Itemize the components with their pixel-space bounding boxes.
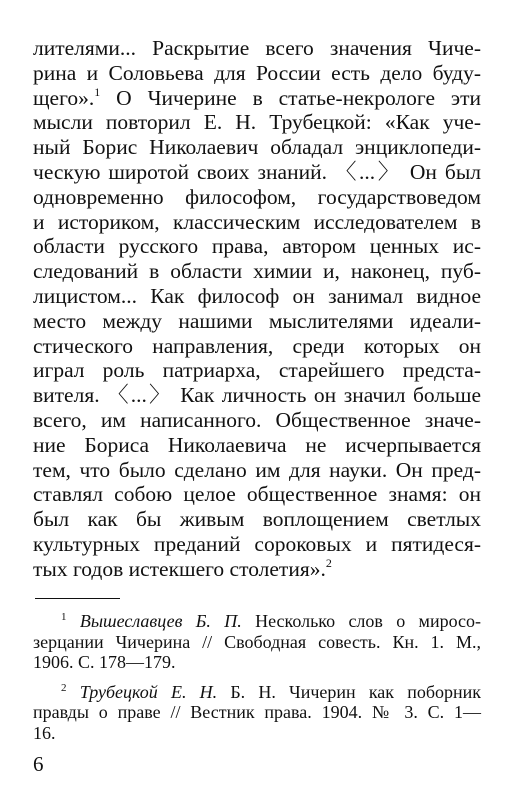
text-line: стического направления, среди которых он [33,333,481,358]
footnote-1-line: 1906. С. 178—179. [33,652,176,672]
footnote-number: 1 [61,611,67,623]
text-line: и историком, классическим исследователем в [33,209,481,234]
text-line: следований в области химии и, наконец, пуб- [33,259,481,284]
footnote-1-line [33,611,481,632]
page-number: 6 [33,752,44,776]
footnote-text: Б. Н. Чичерин как поборник [217,681,482,702]
text-line: вителя. 〈...〉 Как личность он значил больше [33,383,481,408]
text-line: был как бы живым воплощением светлых [33,507,481,532]
main-text [33,36,481,582]
footnote-2-line: 16. [33,722,56,743]
footnote-ref-2: 2 [325,555,332,570]
text-line: одновременно философом, государствоведом [33,184,481,209]
text-line: всего, им написанного. Общественное значе- [33,407,481,432]
footnote-text: Несколько слов о миросо- [241,611,482,631]
text-fragment: тых годов истекшего столетия». [33,556,326,581]
text-line: мысли повторил Е. Н. Трубецкой: «Как уче- [33,110,481,135]
footnote-separator [35,598,120,599]
text-line: лицистом... Как философ он занимал видное [33,283,481,308]
text-line: место между нашими мыслителями идеали- [33,308,481,333]
footnote-ref-1: 1 [94,84,101,99]
text-line: ставлял собою целое общественное знамя: он [33,482,481,507]
text-line: ный Борис Николаевич обладал энциклопеди- [33,135,481,160]
footnotes [33,611,481,743]
footnote-2-line: правды о праве // Вестник права. 1904. № 3. С. 1— [33,702,481,722]
text-line: рина и Соловьева для России есть дело буду- [33,60,481,85]
footnote-author: Трубецкой Е. Н. [79,681,218,702]
text-line: культурных преданий сороковых и пятидеся- [33,531,481,556]
text-line [33,86,481,111]
footnote-2-line [33,682,481,703]
text-fragment: О Чичерине в статье-некрологе эти [116,85,481,110]
footnote-author: Вышеславцев Б. П. [79,611,242,631]
text-line: тем, что было сделано им для науки. Он пред- [33,457,481,482]
text-line: области русского права, автором ценных ис- [33,234,481,259]
text-line [33,557,481,582]
text-fragment: щего». [33,85,95,110]
text-line: ческую широтой своих знаний. 〈...〉 Он был [33,159,481,184]
text-line: ние Бориса Николаевича не исчерпывается [33,432,481,457]
footnote-1-line: зерцании Чичерина // Свободная совесть. Кн. 1. М., [33,631,481,652]
text-line: лителями... Раскрытие всего значения Чиче- [33,36,481,60]
text-line: играл роль патриарха, старейшего предста- [33,358,481,383]
footnote-number: 2 [61,681,67,694]
